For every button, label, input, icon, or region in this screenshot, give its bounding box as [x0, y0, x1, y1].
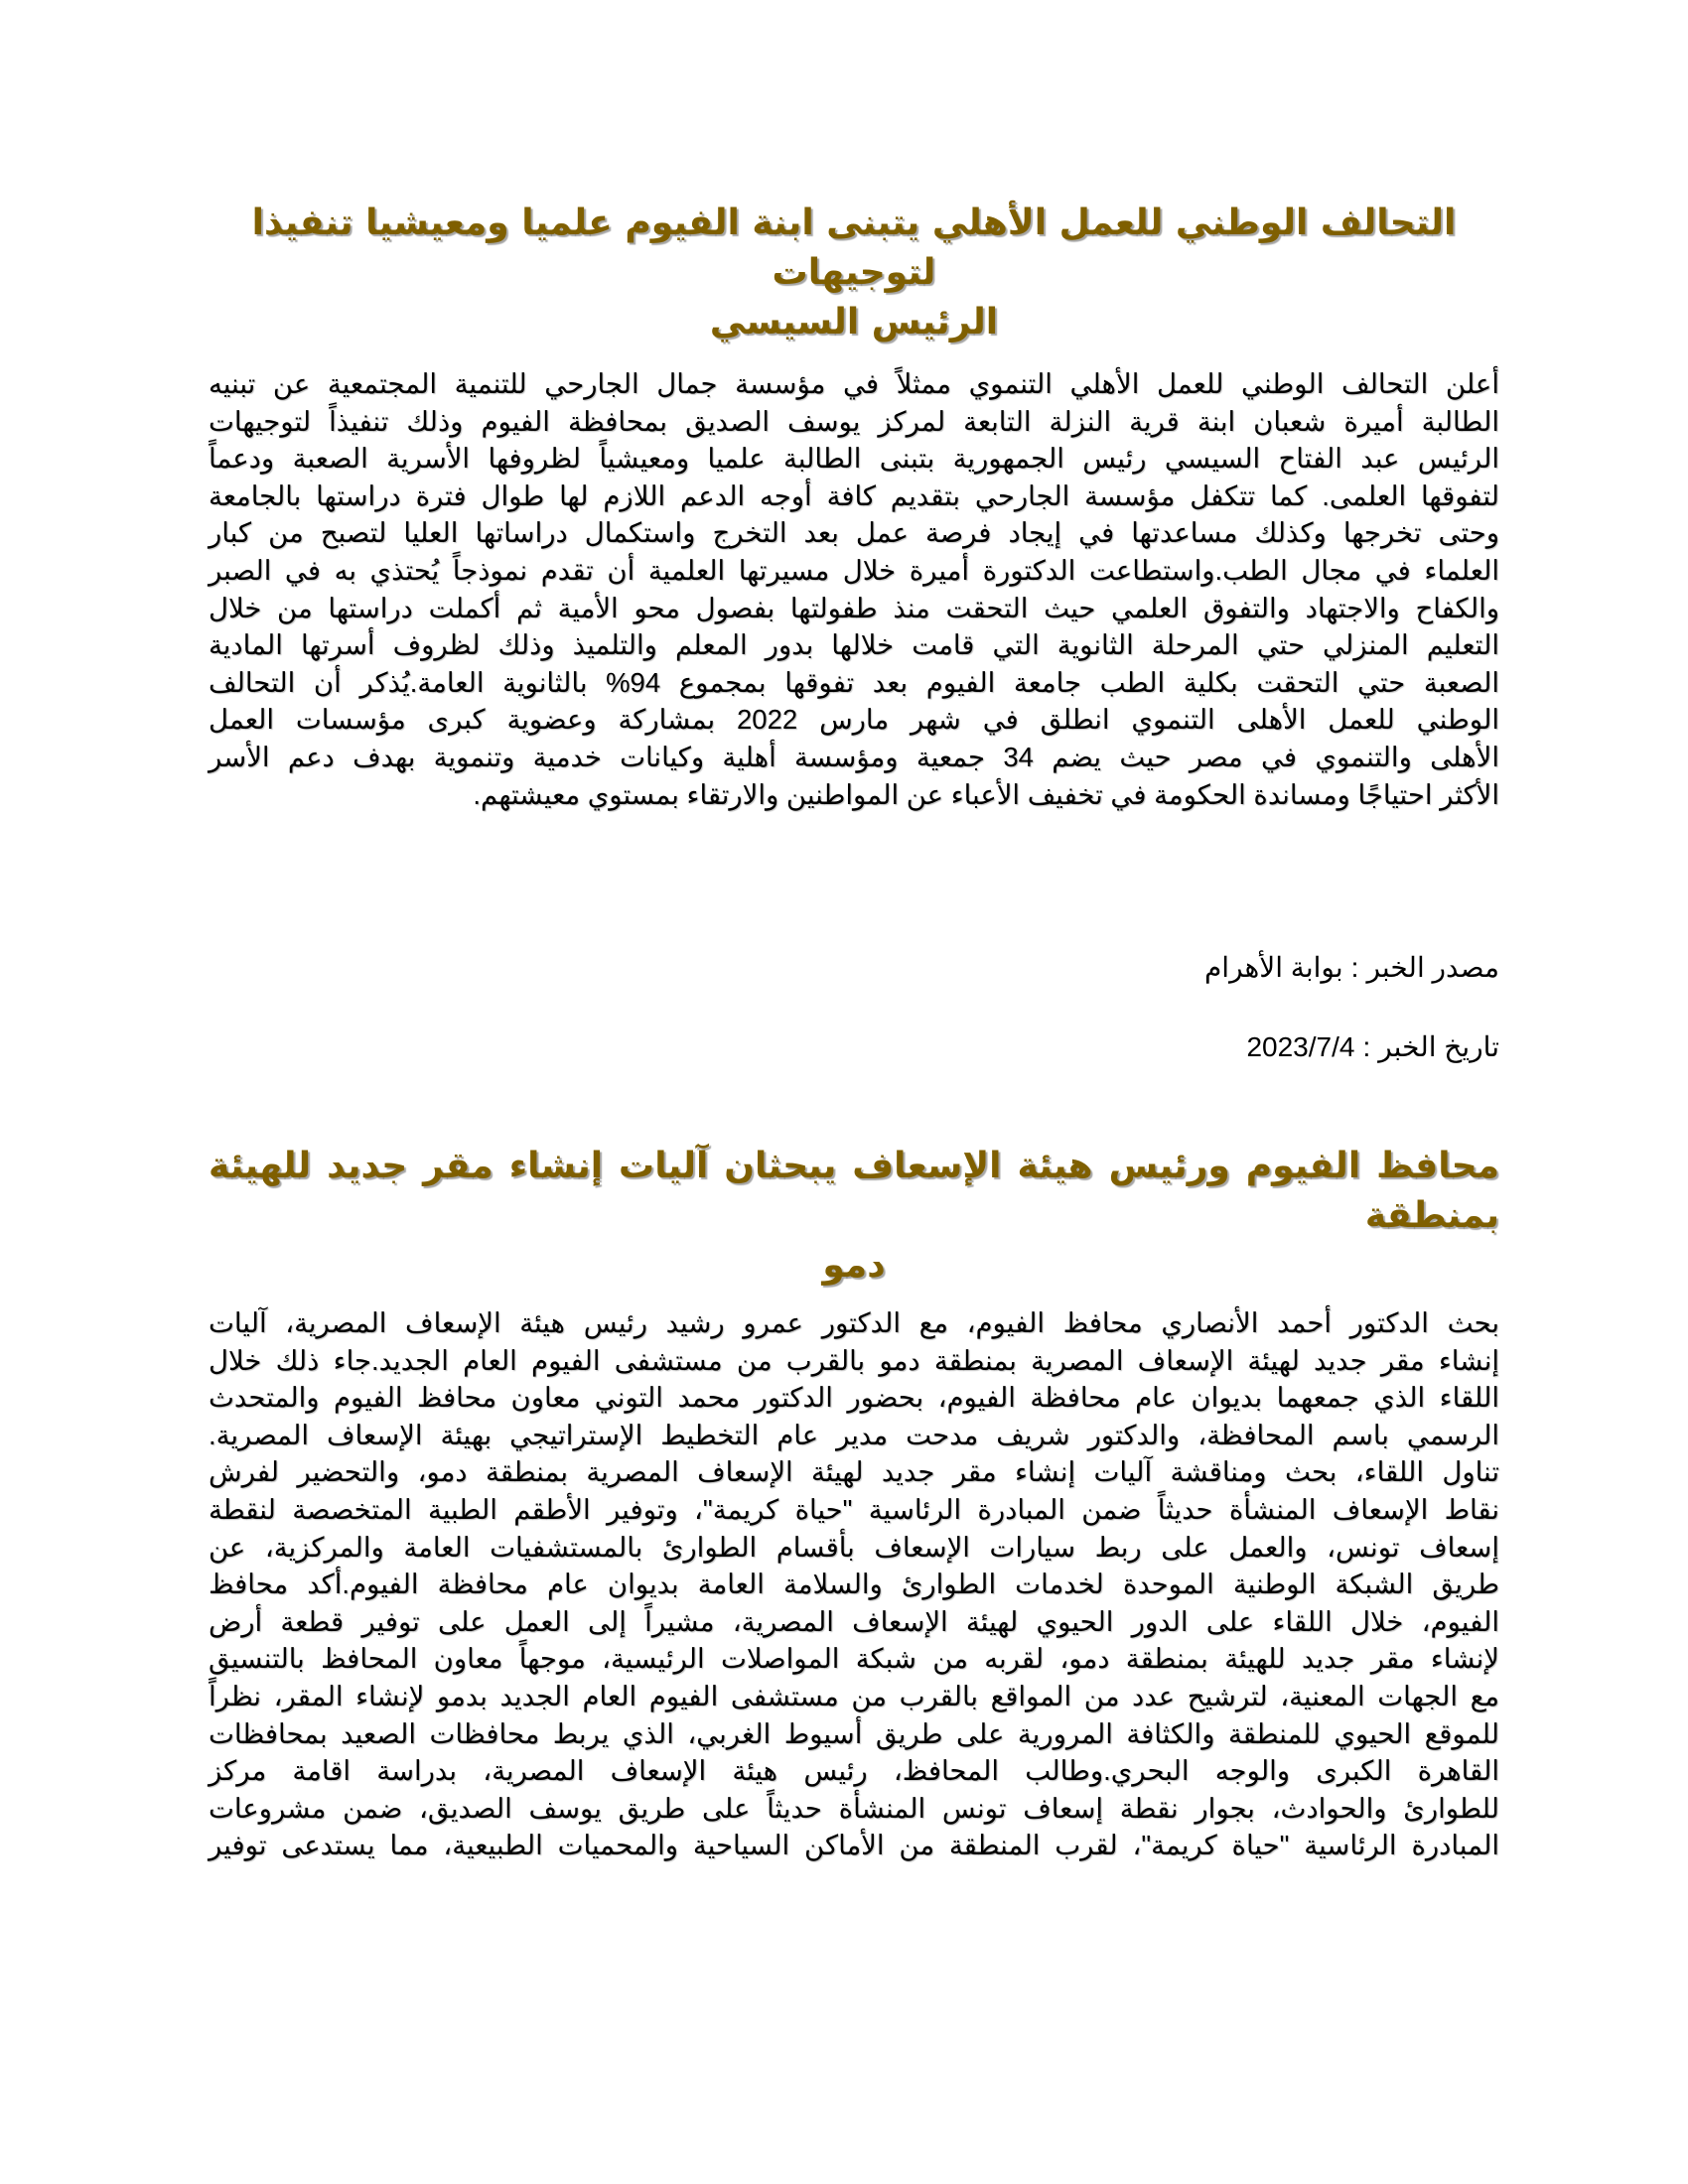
news-date-label: تاريخ الخبر	[1378, 1031, 1499, 1062]
body-line: الأهلى والتنموي في مصر حيث يضم 34 جمعية ومؤسسة أهلية وكيانات خدمية وتنموية بهدف دعم الأسر	[209, 741, 1499, 772]
body-line: إنشاء مقر جديد لهيئة الإسعاف المصرية بمنطقة دمو بالقرب من مستشفى الفيوم العام الجديد.جاء ذلك خلال	[209, 1344, 1499, 1376]
article-1-title-line-1: التحالف الوطني للعمل الأهلي يتبنى ابنة الفيوم علميا ومعيشيا تنفيذا لتوجيهات	[251, 203, 1457, 293]
body-line: لإنشاء مقر جديد للهيئة بمنطقة دمو، لقربه من شبكة المواصلات الرئيسية، موجهاً معاون المحافظ بالتنسيق	[209, 1643, 1499, 1675]
body-line: المبادرة الرئاسية "حياة كريمة"، لقرب المنطقة من الأماكن السياحية والمحميات الطبيعية، مما يستدعى توفير	[209, 1830, 1499, 1861]
body-line: الرسمي باسم المحافظة، والدكتور شريف مدحت مدير عام التخطيط الإستراتيجي بهيئة الإسعاف المصرية.	[209, 1419, 1499, 1450]
body-line: الوطني للعمل الأهلى التنموي انطلق في شهر مارس 2022 بمشاركة وعضوية كبرى مؤسسات العمل	[209, 704, 1499, 736]
body-line: الرئيس عبد الفتاح السيسي رئيس الجمهورية بتبنى الطالبة علميا ومعيشياً لظروفها الأسرية الصعبة ودعماً	[209, 443, 1499, 475]
body-line: للموقع الحيوي للمنطقة والكثافة المرورية على طريق أسيوط الغربي، الذي يربط محافظات الصعيد بمحافظات	[209, 1717, 1499, 1749]
body-line: اللقاء الذي جمعهما بديوان عام محافظة الفيوم، بحضور الدكتور محمد التوني معاون محافظ الفيوم والمتحدث	[209, 1382, 1499, 1414]
body-line: الأكثر احتياجًا ومساندة الحكومة في تخفيف الأعباء عن المواطنين والارتقاء بمستوي معيشتهم.	[473, 778, 1499, 810]
body-line: الطالبة أميرة شعبان ابنة قرية النزلة التابعة لمركز يوسف الصديق بمحافظة الفيوم وذلك تنفيذاً لتوجيهات	[209, 405, 1499, 437]
body-line: تناول اللقاء، بحث ومناقشة آليات إنشاء مقر جديد لهيئة الإسعاف المصرية بمنطقة دمو، والتحضير لفرش	[209, 1456, 1499, 1488]
article-2-body	[209, 1304, 1499, 1864]
body-line: العلماء في مجال الطب.واستطاعت الدكتورة أميرة خلال مسيرتها العلمية أن تقدم نموذجاً يُحتذي به في الصبر	[209, 554, 1499, 586]
body-line: طريق الشبكة الوطنية الموحدة لخدمات الطوارئ والسلامة العامة بديوان عام محافظة الفيوم.أكد محافظ	[209, 1569, 1499, 1600]
article-2-title	[209, 1142, 1499, 1291]
body-line: مع الجهات المعنية، لترشيح عدد من المواقع بالقرب من مستشفى الفيوم العام الجديد بدمو لإنشاء المقر، نظراً	[209, 1680, 1499, 1711]
body-line: والكفاح والاجتهاد والتفوق العلمي حيث التحقت منذ طفولتها بفصول محو الأمية ثم أكملت دراستها من خلال	[209, 592, 1499, 623]
news-source-value: بوابة الأهرام	[1203, 952, 1343, 983]
article-1-title-line-2: الرئيس السيسي	[709, 302, 999, 342]
news-source: مصدر الخبر:بوابة الأهرام	[1203, 952, 1499, 983]
news-source-label: مصدر الخبر	[1366, 952, 1499, 983]
body-line: القاهرة الكبرى والوجه البحري.وطالب المحافظ، رئيس هيئة الإسعاف المصرية، بدراسة اقامة مركز	[209, 1755, 1499, 1787]
body-line: للطوارئ والحوادث، بجوار نقطة إسعاف تونس المنشأة حديثاً على طريق يوسف الصديق، ضمن مشروعات	[209, 1792, 1499, 1824]
body-line: نقاط الإسعاف المنشأة حديثاً ضمن المبادرة الرئاسية "حياة كريمة"، وتوفير الأطقم الطبية المتخصصة لنقطة	[209, 1493, 1499, 1525]
body-line: أعلن التحالف الوطني للعمل الأهلي التنموي ممثلاً في مؤسسة جمال الجارحي للتنمية المجتمعية عن تبنيه	[209, 368, 1499, 399]
body-line: بحث الدكتور أحمد الأنصاري محافظ الفيوم، مع الدكتور عمرو رشيد رئيس هيئة الإسعاف المصرية، آليات	[209, 1307, 1499, 1338]
news-date-value: 2023/7/4	[1246, 1031, 1355, 1062]
article-1-title	[209, 199, 1499, 347]
article-2-title-line-1: محافظ الفيوم ورئيس هيئة الإسعاف يبحثان آليات إنشاء مقر جديد للهيئة بمنطقة	[209, 1146, 1499, 1236]
body-line: الفيوم، خلال اللقاء على الدور الحيوي لهيئة الإسعاف المصرية، مشيراً إلى العمل على توفير قطعة أرض	[209, 1605, 1499, 1637]
body-line: وحتى تخرجها وكذلك مساعدتها في إيجاد فرصة عمل بعد التخرج واستكمال دراساتها العليا لتصبح من كبار	[209, 517, 1499, 549]
article-2-title-line-2: دمو	[822, 1245, 886, 1286]
news-date: تاريخ الخبر:2023/7/4	[209, 1027, 1499, 1067]
body-line: التعليم المنزلي حتي المرحلة الثانوية التي قامت خلالها بدور المعلم والتلميذ وذلك لظروف أسرتها المادية	[209, 629, 1499, 661]
body-line: لتفوقها العلمى. كما تتكفل مؤسسة الجارحي بتقديم كافة أوجه الدعم اللازم لها طوال فترة دراستها بالجامعة	[209, 479, 1499, 511]
body-line: إسعاف تونس، والعمل على ربط سيارات الإسعاف بأقسام الطوارئ بالمستشفيات العامة والمركزية، عن	[209, 1531, 1499, 1563]
article-1-body	[209, 365, 1499, 813]
body-line: الصعبة حتي التحقت بكلية الطب جامعة الفيوم بعد تفوقها بمجموع 94% بالثانوية العامة.يُذكر أن التحالف	[209, 666, 1500, 698]
